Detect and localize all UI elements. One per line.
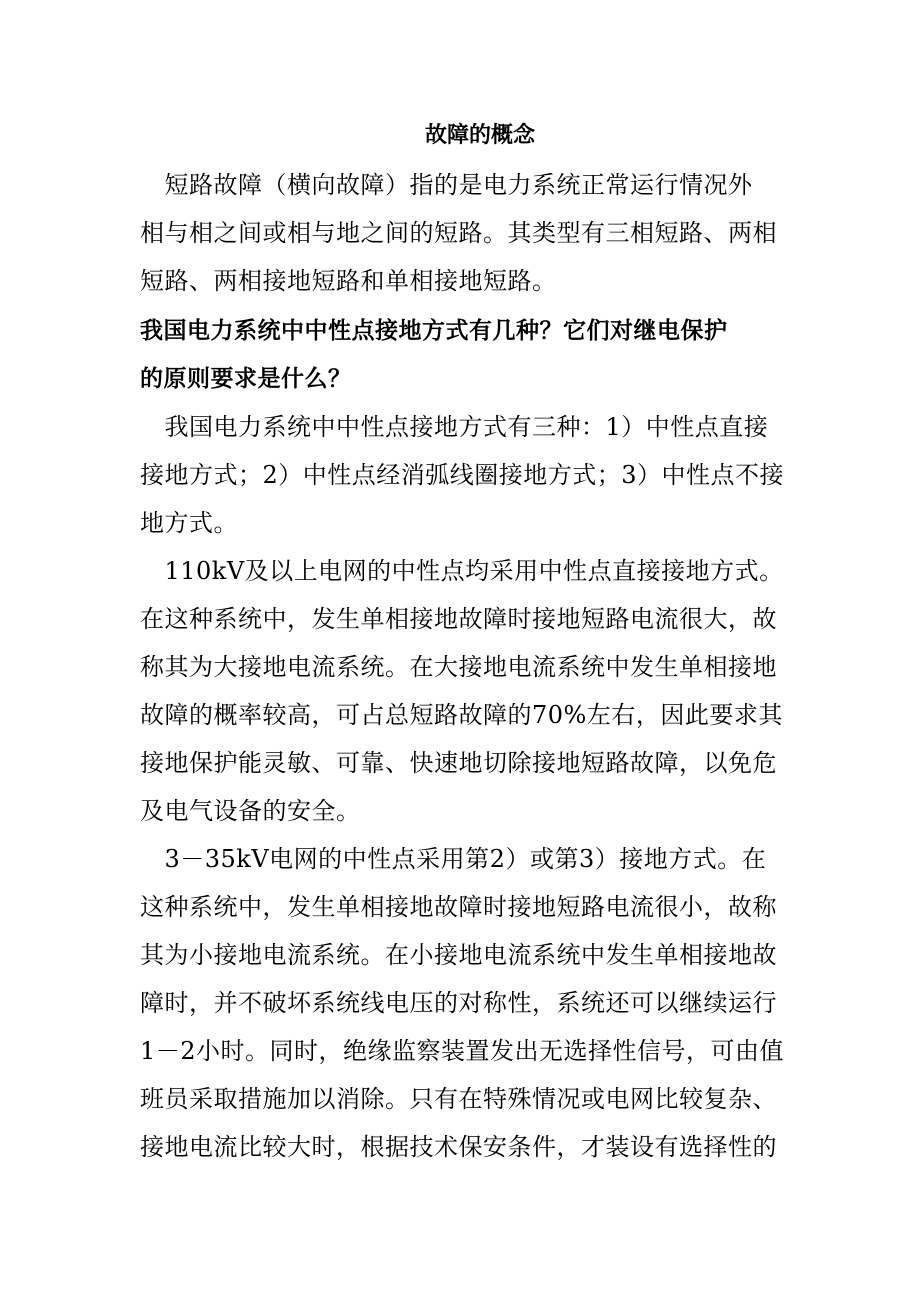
paragraph-line: 其为小接地电流系统。在小接地电流系统中发生单相接地故: [140, 941, 777, 969]
paragraph-line: 障时，并不破坏系统线电压的对称性，系统还可以继续运行: [140, 989, 777, 1017]
paragraph-line: 接地保护能灵敏、可靠、快速地切除接地短路故障，以免危: [140, 749, 777, 777]
paragraph-line: 地方式。: [140, 509, 238, 537]
paragraph-line: 接地电流比较大时，根据技术保安条件，才装设有选择性的: [140, 1133, 777, 1161]
paragraph-line: 班员采取措施加以消除。只有在特殊情况或电网比较复杂、: [140, 1085, 777, 1113]
section-heading: 我国电力系统中中性点接地方式有几种？它们对继电保护: [140, 318, 728, 344]
paragraph-line: 短路故障（横向故障）指的是电力系统正常运行情况外: [140, 171, 753, 199]
paragraph-line: 故障的概率较高，可占总短路故障的70%左右，因此要求其: [140, 701, 783, 729]
page-title: 故障的概念: [424, 123, 535, 148]
paragraph-line: 这种系统中，发生单相接地故障时接地短路电流很小，故称: [140, 893, 777, 921]
paragraph-line: 1－2小时。同时，绝缘监察装置发出无选择性信号，可由值: [140, 1037, 785, 1065]
paragraph-line: 3－35kV电网的中性点采用第2）或第3）接地方式。在: [140, 845, 767, 873]
paragraph-line: 相与相之间或相与地之间的短路。其类型有三相短路、两相: [140, 219, 777, 247]
paragraph-line: 在这种系统中，发生单相接地故障时接地短路电流很大，故: [140, 605, 777, 633]
paragraph-line: 我国电力系统中中性点接地方式有三种：1）中性点直接: [140, 413, 769, 441]
paragraph-line: 110kV及以上电网的中性点均采用中性点直接接地方式。: [140, 557, 784, 585]
paragraph-line: 接地方式；2）中性点经消弧线圈接地方式；3）中性点不接: [140, 461, 785, 489]
paragraph-line: 短路、两相接地短路和单相接地短路。: [140, 267, 557, 295]
section-heading: 的原则要求是什么？: [140, 366, 352, 392]
paragraph-line: 称其为大接地电流系统。在大接地电流系统中发生单相接地: [140, 653, 777, 681]
paragraph-line: 及电气设备的安全。: [140, 797, 361, 825]
